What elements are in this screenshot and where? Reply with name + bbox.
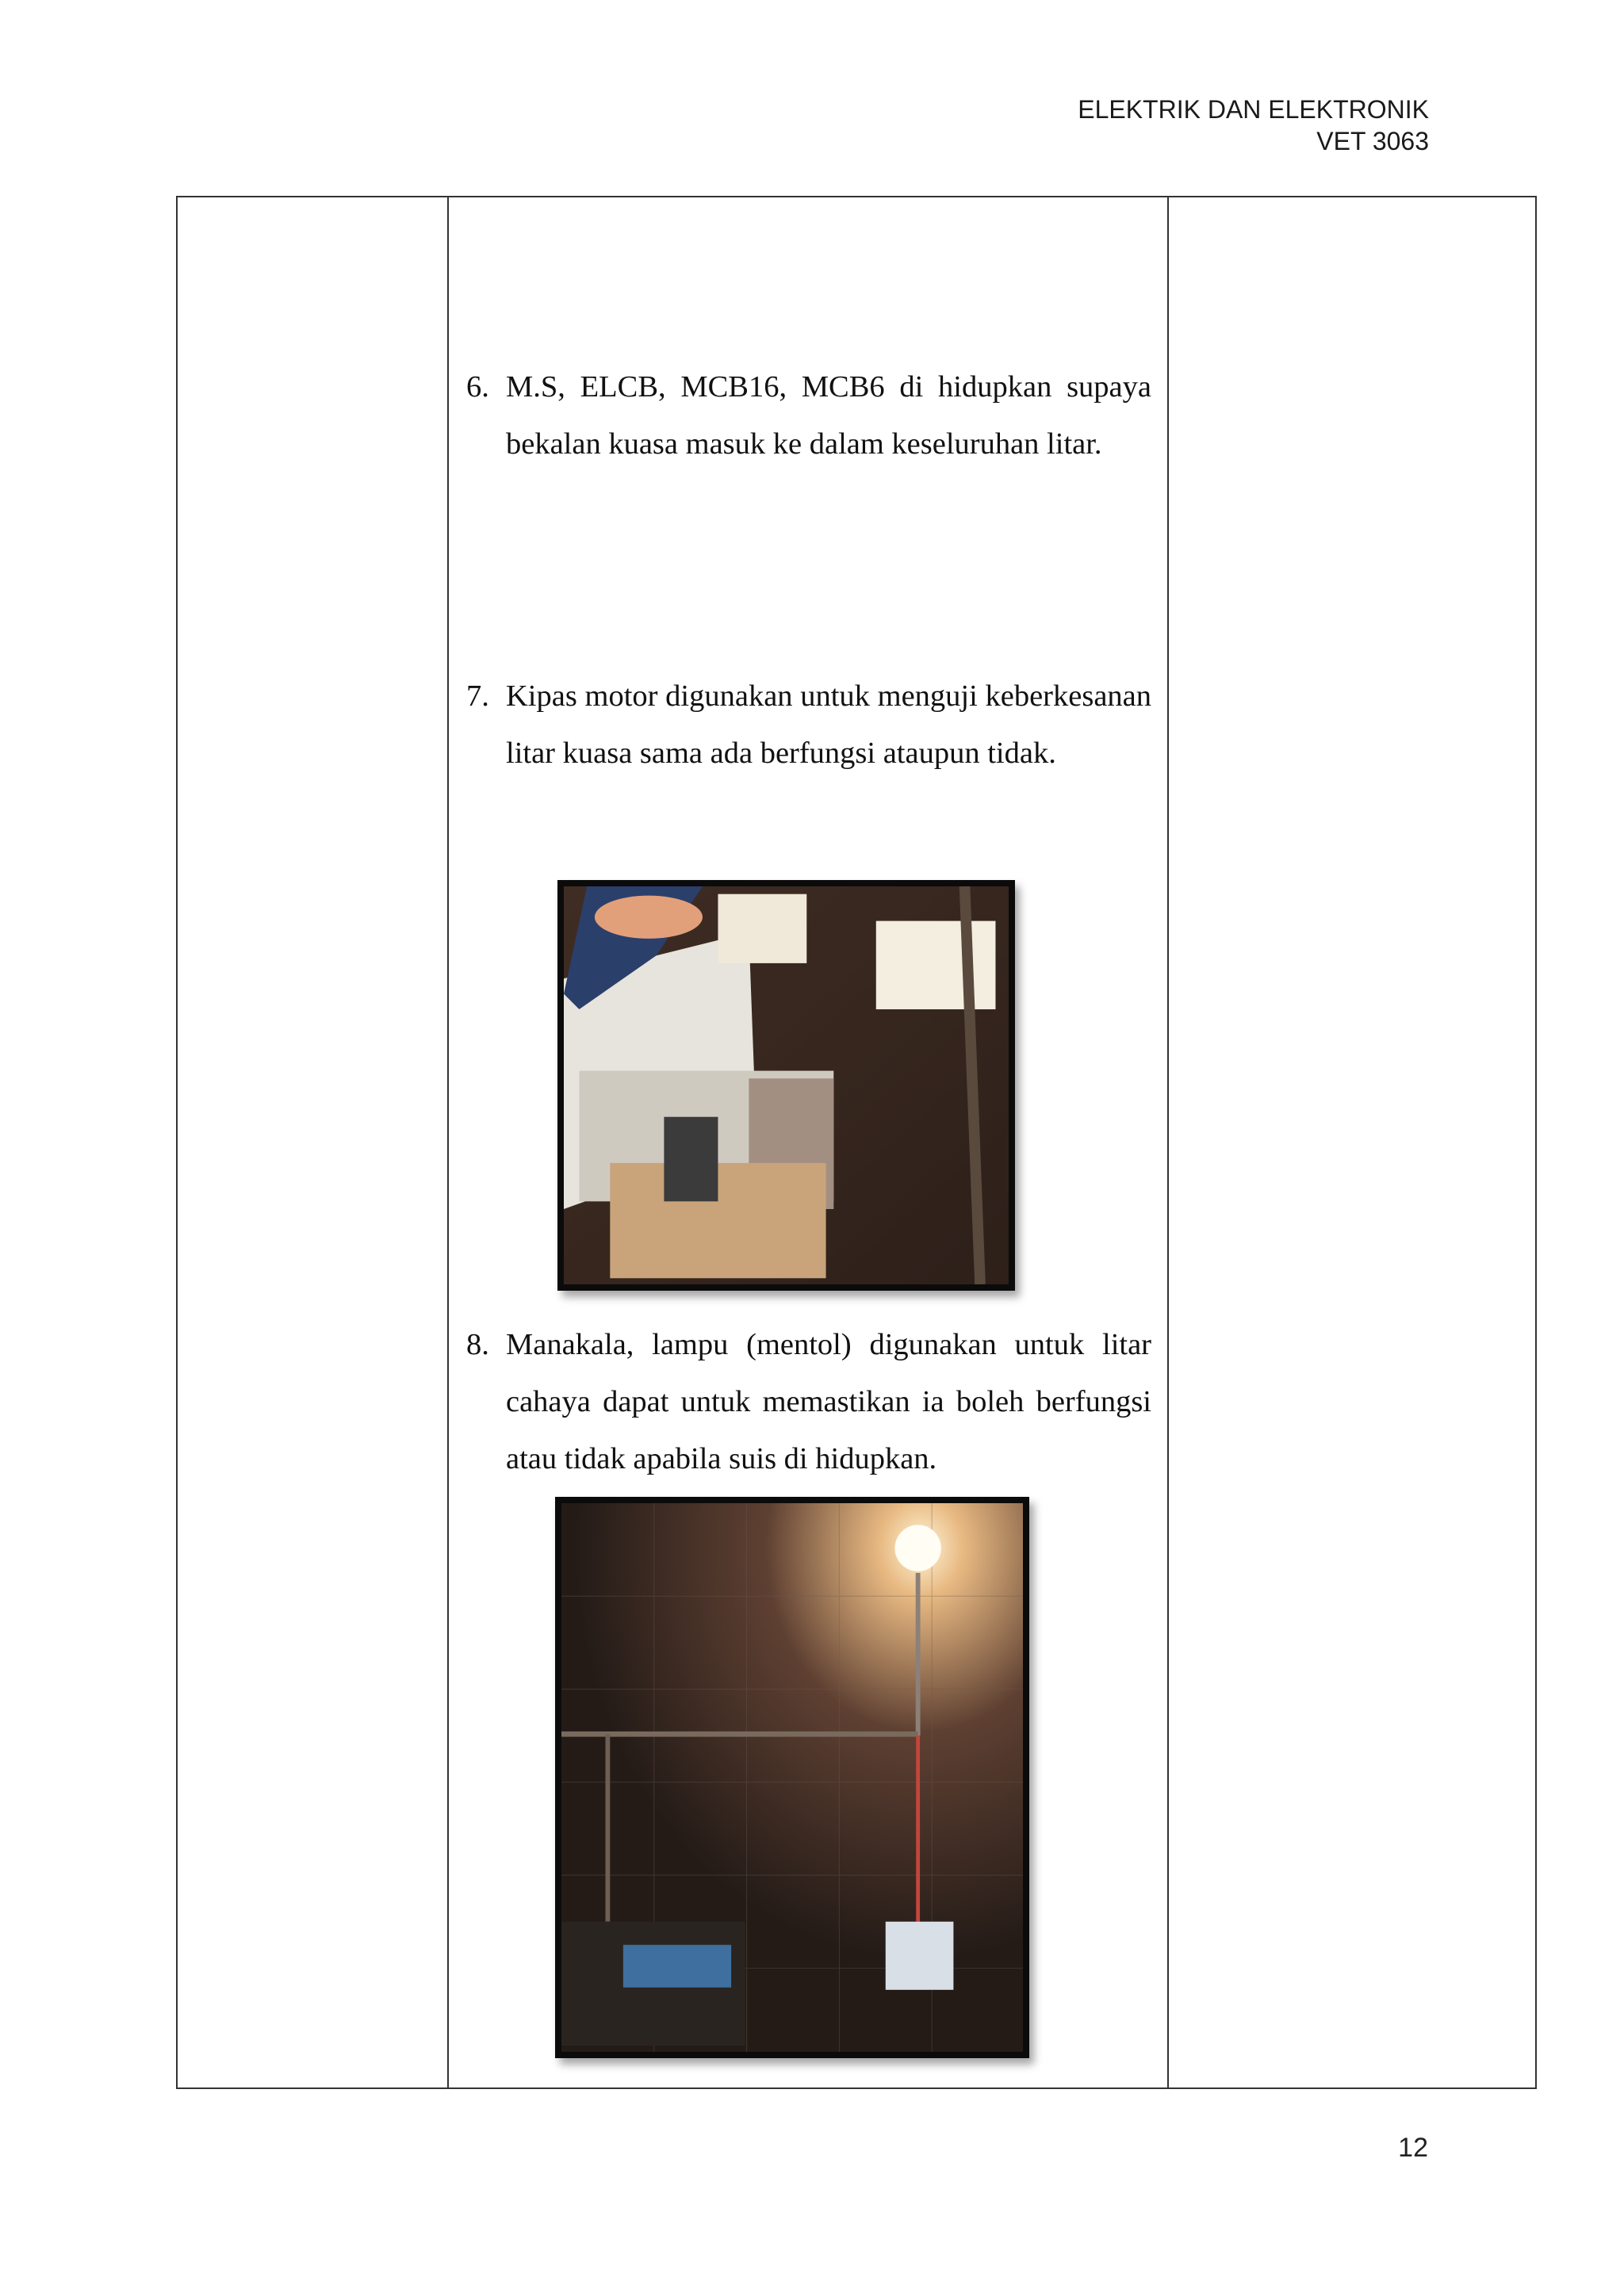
header-title: ELEKTRIK DAN ELEKTRONIK (1078, 95, 1429, 124)
table-column-divider (1167, 197, 1169, 2087)
lamp-circuit-photo (555, 1497, 1029, 2058)
step-text: Kipas motor digunakan untuk menguji keberkesanan litar kuasa sama ada berfungsi ataupun tidak. (506, 679, 1151, 770)
document-header (1078, 94, 1429, 157)
table-column-divider (447, 197, 449, 2087)
step-number: 7. (466, 679, 489, 713)
step-6 (466, 358, 1151, 473)
step-number: 8. (466, 1328, 489, 1361)
step-7 (466, 668, 1151, 782)
step-8 (466, 1316, 1151, 1487)
header-course-code: VET 3063 (1316, 127, 1429, 155)
step-text: Manakala, lampu (mentol) digunakan untuk litar cahaya dapat untuk memastikan ia boleh berfungsi atau tidak apabila suis di hidupkan. (506, 1328, 1151, 1475)
step-number: 6. (466, 370, 489, 404)
fan-motor-test-photo (557, 880, 1015, 1291)
step-text: M.S, ELCB, MCB16, MCB6 di hidupkan supaya bekalan kuasa masuk ke dalam keseluruhan litar. (506, 370, 1151, 461)
page-number: 12 (1398, 2133, 1428, 2163)
